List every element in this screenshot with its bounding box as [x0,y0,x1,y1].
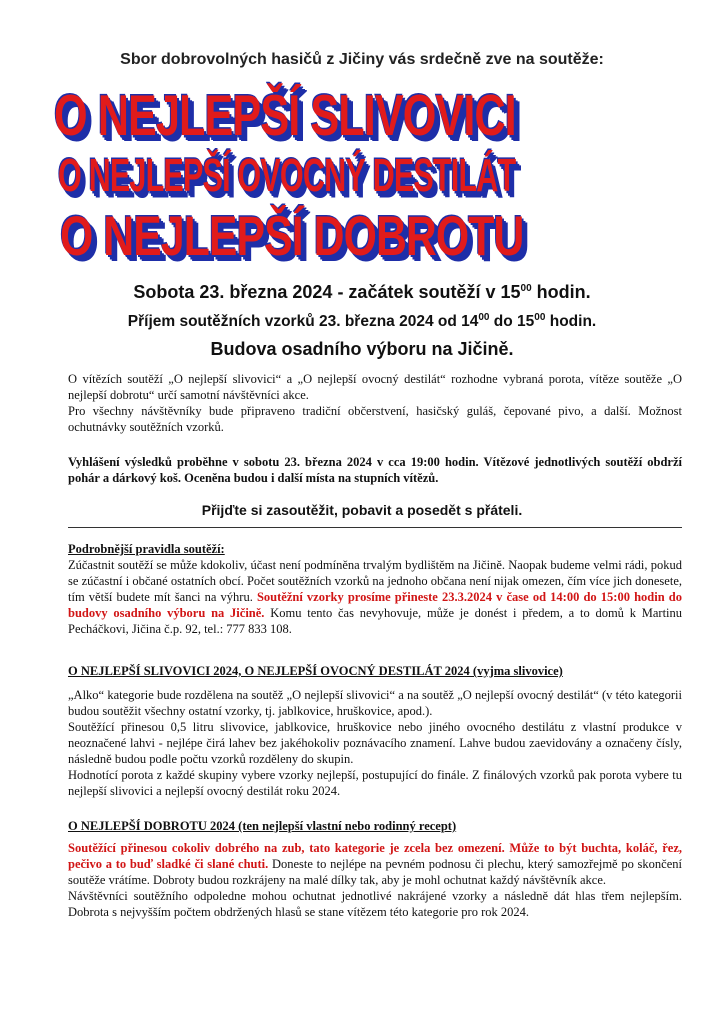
invitation-line: Sbor dobrovolných hasičů z Jičiny vás srdečně zve na soutěže: [120,51,604,68]
dobrota-highlight: Soutěžící přinesou cokoliv dobrého na zub, tato kategorie je zcela bez omezení. Může to být buchta, koláč, řez, pečivo a to buď sladké či slané chuti. [68,841,682,871]
event-date-text: Sobota 23. března 2024 - začátek soutěží v 15 [133,282,521,302]
section-alko-body [68,687,682,799]
dobrota-paragraph-entries [68,840,682,888]
alko-paragraph-samples: Soutěžící přinesou 0,5 litru slivovice, jablkovice, hruškovice nebo jiného ovocného destilátu z vlastní produkce v neoznačené lahvi - nejlépe čirá lahev bez jakéhokoliv poznávacího znamení. Lahve budou zaevidovány a označeny čísly, následně budou podle počtu vzorků rozděleny do skupin. [68,720,682,766]
intro-paragraph-jury: O vítězích soutěží „O nejlepší slivovici“ a „O nejlepší ovocný destilát“ rozhodne vybraná porota, vítěze soutěže „O nejlepší dobrotu“ určí samotní návštěvníci akce. [68,372,682,402]
receipt-sup-start: 00 [478,312,490,323]
receipt-tail: hodin. [545,313,597,331]
receipt-mid: do 15 [489,313,535,331]
motto: Přijďte si zasoutěžit, pobavit a posedět s přáteli. [201,502,523,518]
section-alko-heading: O NEJLEPŠÍ SLIVOVICI 2024, O NEJLEPŠÍ OVOCNÝ DESTILÁT 2024 (vyjma slivovice) [68,664,563,678]
section-dobrota-heading: O NEJLEPŠÍ DOBROTU 2024 (ten nejlepší vlastní nebo rodinný recept) [68,819,457,833]
banner-destilat-title: O NEJLEPŠÍ OVOCNÝ DESTILÁT [58,148,516,202]
rules-section [68,541,682,637]
receipt-sup-end: 00 [534,312,546,323]
event-venue: Budova osadního výboru na Jičině. [210,339,514,359]
rules-delivery-notice: Soutěžní vzorky prosíme přineste 23.3.2024 v čase od 14:00 do 15:00 hodin do budovy osadního výboru na Jičině. [68,590,682,620]
intro-paragraph-refreshments: Pro všechny návštěvníky bude připraveno tradiční občerstvení, hasičský guláš, čepované pivo, a další. Možnost ochutnávky soutěžních vzorků. [68,404,682,434]
sample-receipt-time [0,312,724,331]
results-announcement: Vyhlášení výsledků proběhne v sobotu 23. března 2024 v cca 19:00 hodin. Vítězové jednotlivých soutěží obdrží pohár a dárkový koš. Oceněna budou i další místa na stupních vítězů. [68,455,682,485]
banner-slivovice-title: O NEJLEPŠÍ SLIVOVICI [54,82,516,148]
rules-text-end: Komu tento čas nevyhovuje, může je donést i předem, a to domů k Martinu Pecháčkovi, Jičina č.p. 92, tel.: 777 833 108. [68,606,683,636]
event-date-sup: 00 [520,283,532,294]
receipt-text: Příjem soutěžních vzorků 23. března 2024 od 14 [127,313,479,331]
rules-body [68,557,682,637]
banner-dobrota-title: O NEJLEPŠÍ DOBROTU [60,204,524,267]
alko-paragraph-judging: Hodnotící porota z každé skupiny vybere vzorky nejlepší, postupující do finále. Z finálových vzorků pak porota vybere tu nejlepší slivovici a nejlepší ovocný destilát roku 2024. [68,768,682,798]
alko-paragraph-categories: „Alko“ kategorie bude rozdělena na soutěž „O nejlepší slivovici“ a na soutěž „O nejlepší ovocný destilát“ (v této kategorii budou soutěžit všechny ostatní vzorky, tj. jablkovice, hruškovice, apod.). [68,688,682,718]
section-dobrota-body [68,840,682,920]
divider-line [68,527,682,528]
event-date-tail: hodin. [531,282,591,302]
event-date [0,282,724,303]
dobrota-paragraph-voting: Návštěvníci soutěžního odpoledne mohou ochutnat jednotlivé nakrájené vzorky a následně dát hlas třem nejlepším. Dobrota s nejvyšším počtem obdržených hlasů se stane vítězem této kategorie pro rok 2024. [68,889,682,919]
rules-heading: Podrobnější pravidla soutěží: [68,542,225,556]
rules-text-start: Zúčastnit soutěží se může kdokoliv, účast není podmíněna trvalým bydlištěm na Jičině. Naopak budeme velmi rádi, pokud se zúčastní i občané ostatních obcí. Počet soutěžních vzorků na jednoho občana není nijak omezen, čím více jich donesete, tím větší budete mít šanci na výhru. [68,558,682,604]
intro-paragraphs [68,371,682,435]
dobrota-text: Doneste to nejlépe na pevném podnosu či plechu, který samozřejmě po skončení soutěže vrátíme. Dobroty budou rozkrájeny na malé dílky tak, aby je mohl ochutnat každý návštěvník akce. [68,857,682,887]
